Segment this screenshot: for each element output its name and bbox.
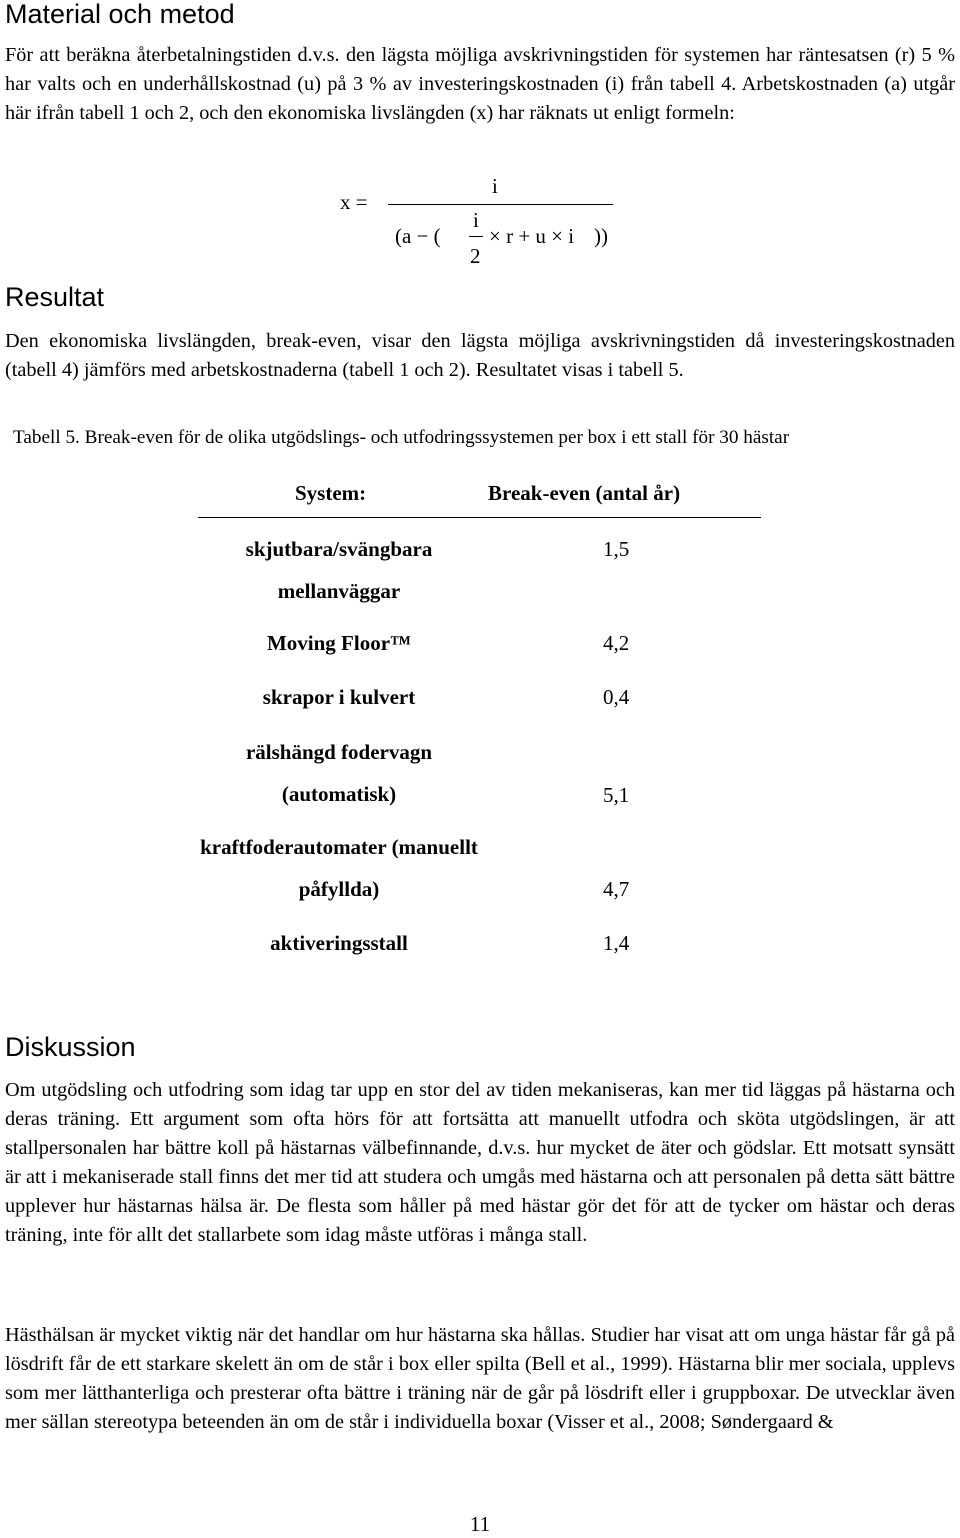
table-row-system: aktiveringsstall <box>270 931 408 955</box>
table-row-value: 4,2 <box>603 631 630 655</box>
discussion-paragraph: Hästhälsan är mycket viktig när det handlar om hur hästarna ska hållas. Studier har visat att om unga hästar får gå på lösdrift får de ett starkare skelett än om de står i box eller spilta (Bell et al., 1999). Hästarna blir mer sociala, upplevs som mer lätthanterliga och presterar ofta bättre i träning när de går på lösdrift eller i gruppboxar. De utvecklar även mer sällan stereotypa beteenden än om de står i individuella boxar (Visser et al., 2008; Søndergaard & <box>5 1324 955 1433</box>
results-heading: Resultat <box>5 282 105 312</box>
formula-denominator-close: )) <box>594 224 608 248</box>
formula-denominator-open: (a − ( <box>395 224 441 248</box>
formula-inner-i: i <box>473 208 479 232</box>
table-row-system: Moving Floor™ <box>266 631 412 655</box>
formula-numerator: i <box>492 174 498 198</box>
method-heading: Material och metod <box>5 0 235 29</box>
formula-lhs: x = <box>340 190 368 214</box>
table-row-value: 1,5 <box>603 537 630 561</box>
table-header-break-even: Break-even (antal år) <box>488 481 681 505</box>
table-row-value: 1,4 <box>603 931 630 955</box>
formula-inner-fraction-bar <box>469 236 483 237</box>
table-row-system: skjutbara/svängbara mellanväggar <box>245 537 433 603</box>
table-row-system: skrapor i kulvert <box>262 685 416 709</box>
table-header-rule <box>198 517 761 518</box>
discussion-paragraph: Om utgödsling och utfodring som idag tar upp en stor del av tiden mekaniseras, kan mer tid läggas på hästarna och deras träning. Ett argument som ofta hörs för att fortsätta att manuellt utfodra och sköta utgödslingen, är att stallpersonalen har bättre koll på hästarnas välbefinnande, d.v.s. hur mycket de äter och gödslar. Ett motsatt synsätt är att i mekaniserade stall finns det mer tid att studera och umgås med hästarna och att personalen på detta sätt bättre upplever hur hästarnas hälsa är. De flesta som håller på med hästar gör det för att de tycker om hästar och deras träning, inte för allt det stallarbete som idag måste utföras i många stall. <box>5 1079 955 1246</box>
results-paragraph: Den ekonomiska livslängden, break-even, visar den lägsta möjliga avskrivningstiden då investeringskostnaden (tabell 4) jämförs med arbetskostnaderna (tabell 1 och 2). Resultatet visas i tabell 5. <box>5 330 955 381</box>
break-even-formula <box>340 170 630 270</box>
table-row-value: 4,7 <box>603 877 630 901</box>
formula-inner-two: 2 <box>470 244 481 268</box>
formula-fraction-bar <box>388 204 613 205</box>
method-paragraph: För att beräkna återbetalningstiden d.v.s. den lägsta möjliga avskrivningstiden för systemen har räntesatsen (r) 5 % har valts och en underhållskostnad (u) på 3 % av investeringskostnaden (i) från tabell 4. Arbetskostnaden (a) utgår här ifrån tabell 1 och 2, och den ekonomiska livslängden (x) har räknats ut enligt formeln: <box>5 44 955 124</box>
formula-denominator-rest: × r + u × i <box>489 224 575 248</box>
page-number: 11 <box>469 1512 491 1536</box>
table-header-system: System: <box>295 481 367 505</box>
table-row-value: 5,1 <box>603 783 630 807</box>
table-row-value: 0,4 <box>603 685 630 709</box>
table-caption: Tabell 5. Break-even för de olika utgödslings- och utfodringssystemen per box i ett stall för 30 hästar <box>13 427 790 448</box>
table-row-system: kraftfoderautomater (manuellt påfyllda) <box>200 835 478 901</box>
discussion-heading: Diskussion <box>5 1032 136 1062</box>
table-row-system: rälshängd fodervagn (automatisk) <box>245 740 433 806</box>
